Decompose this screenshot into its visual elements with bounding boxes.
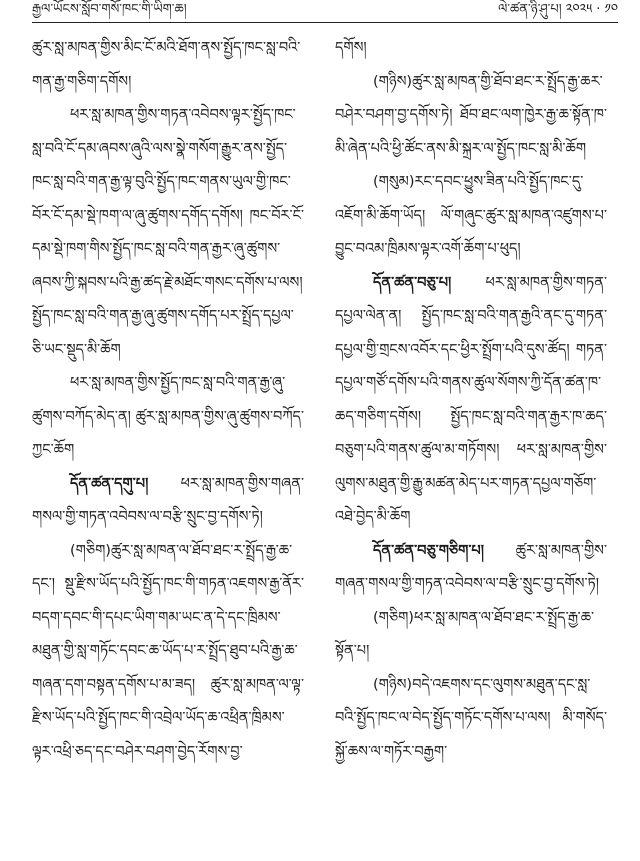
- paragraph-text: (གཅིག)ཚུར་སླ་མཁན་ལ་ཐོབ་ཐང་ར་སྤྲོད་རྒྱ་ཆ་དང་། སྡུ་རྫིས་ཡོད་པའི་སྤྱོད་ཁང་གི་གཏན་འཇགས་རྒྱ་ནོར་བདག་དབང་གི་དཔང་ཡིག་གམ་ཡང་ན་དེ་དང་ཁྲིམས་མཐུན་གྱི་སླ་གཏོང་དབང་ཆ་ཡོད་པ་ར་སྤྲོད་ཐུབ་པའི་རྒྱ་ཆ་གཞན་དག་བསྟན་དགོས་པ་མ་ཟད། ཚུར་སླ་མཁན་ལ་ལྟ་རྫིས་ཡོད་པའི་སྤྱོད་ཁང་གི་འབྲེལ་ཡོད་ཆ་འཕྲིན་ཁྲིམས་ལྟར་འཕྲི་ཅད་དང་བཤེར་བཤག་བྱེད་རོགས་བྱ་: [32, 542, 304, 760]
- paragraph: [32, 535, 304, 770]
- paragraph: [32, 468, 304, 535]
- right-column: [335, 32, 607, 769]
- paragraph: [335, 535, 607, 602]
- paragraph-text: (གསུམ)རང་དབང་ཕྱུས་ཟིན་པའི་སྤྱོད་ཁང་དུ་འཇོག་མི་ཆོག་ཡོད། ལོ་གཞུང་ཚུར་སླ་མཁན་འཛུགས་པ་བྱུང་བའམ་ཁྲིམས་ལྟར་འགོ་ཆོག་པ་ཕུད།: [335, 174, 607, 257]
- issue-number: ལེ་ཚན་ཉི་ཤུ་པ། ༢༠༢༥ · ༡༠: [498, 1, 618, 17]
- running-title: རྒྱལ་ཡོངས་སློབ་གསོ་ཁང་གི་ཡིག་ཆ།: [32, 1, 187, 17]
- page-header: [32, 2, 618, 22]
- paragraph-text: ཚུར་སླ་མཁན་གྱིས་གཞན་གསལ་གྱི་གཏན་འབེབས་ལ་བརྩི་སྲུང་བྱ་དགོས་ཏེ།: [335, 542, 607, 592]
- paragraph-text: ཕར་སླ་མཁན་གྱིས་གཏན་དཔྱལ་ལེན་ན། སྤྱོད་ཁང་སླ་བའི་གན་རྒྱའི་ནང་དུ་གཏན་དཔྱལ་གྱི་གྲངས་འབོར་དང་ཕྱིར་སྤྲོག་པའི་དུས་ཚོད། གཏན་དཔྱལ་གཙོ་དགོས་པའི་གནས་ཚུལ་སོགས་ཀྱི་དོན་ཚན་ཁ་ཆད་གཅིག་དགོས། སྤྱོད་ཁང་སླ་བའི་གན་རྒྱར་ཁ་ཆད་བཅུག་པའི་གནས་ཚུལ་མ་གཏོགས། ཕར་སླ་མཁན་གྱིས་ལུགས་མཐུན་གྱི་རྒྱུ་མཚན་མེད་པར་གཏན་དཔྱལ་གཅོག་འཐེ་བྱེད་མི་ཆོག: [335, 274, 607, 525]
- paragraph: [32, 99, 304, 367]
- paragraph-text: ཚུར་སླ་མཁན་གྱིས་མིང་ངོ་མའི་ཐོག་ནས་སྤྱོད་ཁང་སླ་བའི་གན་རྒྱ་གཅིག་དགོས།: [32, 40, 301, 90]
- paragraph-text: དགོས།: [335, 40, 367, 56]
- paragraph-text: (གཅིག)ཕར་སླ་མཁན་ལ་ཐོབ་ཐང་ར་སྤྲོད་རྒྱ་ཆ་སྟོན་པ།: [335, 609, 595, 659]
- paragraph-text: (གཉིས)ཚུར་སླ་མཁན་གྱི་ཐོབ་ཐང་ར་སྤྲོད་རྒྱ་ཆར་བཤེར་བཤག་བྱ་དགོས་ཏེ། ཐོབ་ཐང་ལག་ཁྱེར་རྒྱ་ཆ་སྟོན་ཁ་མི་ཞེན་པའི་ཕྱི་ཚོང་ནས་མི་སྐྲར་ལ་སྤྱོད་ཁང་སླ་མི་ཆོག: [335, 73, 607, 157]
- paragraph: [335, 669, 607, 770]
- paragraph-text: ཕར་སླ་མཁན་གྱིས་གཏན་འབེབས་ལྟར་སྤྱོད་ཁང་སླ་བའི་ངོ་དམ་ཞབས་ཞུའི་ལས་སྣེ་གསོག་རྒྱུར་ནས་སྤྱོད་ཁང་སླ་བའི་གན་རྒྱ་ལྟ་བུའི་སྤྱོད་ཁང་གནས་ཡུལ་གྱི་ཁང་བོར་ངོ་དམ་སྡེ་ཁག་ལ་ཞུ་ཚུགས་དགོད་དགོས། ཁང་བོར་ངོ་དམ་སྡེ་ཁག་གིས་སྤྱོད་ཁང་སླ་བའི་གན་རྒྱར་ཞུ་ཚུགས་ཞབས་ཀྱི་སྐབས་པའི་རྒྱ་ཚད་རྗེ་མཐོང་གསང་དགོས་པ་ལས། སྤྱོད་ཁང་སླ་བའི་གན་རྒྱ་ཞུ་ཚུགས་དགོད་པར་སྤྲོད་དཔྱལ་ཅི་ཡང་སྡུད་མི་ཆོག: [32, 107, 304, 358]
- article-label: དོན་ཚན་བཅུ་གཅིག་པ།: [373, 542, 516, 559]
- paragraph: [335, 267, 607, 535]
- paragraph: [335, 32, 607, 66]
- article-label: དོན་ཚན་དགུ་པ།: [70, 475, 181, 492]
- article-label: དོན་ཚན་བཅུ་པ།: [373, 274, 486, 291]
- header-divider: [32, 22, 618, 23]
- left-column: [32, 32, 304, 769]
- paragraph: [335, 166, 607, 267]
- paragraph: [335, 602, 607, 669]
- paragraph-text: (གཉིས)བདེ་འཇགས་དང་ལུགས་མཐུན་དང་སླ་བའི་སྤྱོད་ཁང་ལ་བེད་སྤྱོད་གཏོང་དགོས་པ་ལས། མི་གསོད་སྐྱོ་ཆས་ལ་གཏོར་བརྒྱག་: [335, 676, 607, 760]
- paragraph: [32, 32, 304, 99]
- paragraph-text: ཕར་སླ་མཁན་གྱིས་སྤྱོད་ཁང་སླ་བའི་གན་རྒྱ་ཞུ་ཚུགས་བཀོད་མེད་ན། ཚུར་སླ་མཁན་གྱིས་ཞུ་ཚུགས་བཀོད་ཀྱང་ཆོག: [32, 375, 304, 458]
- paragraph-text: ཕར་སླ་མཁན་གྱིས་གཞན་གསལ་གྱི་གཏན་འབེབས་ལ་བརྩི་སྲུང་བྱ་དགོས་ཏེ།: [32, 475, 304, 525]
- paragraph: [32, 367, 304, 468]
- paragraph: [335, 66, 607, 167]
